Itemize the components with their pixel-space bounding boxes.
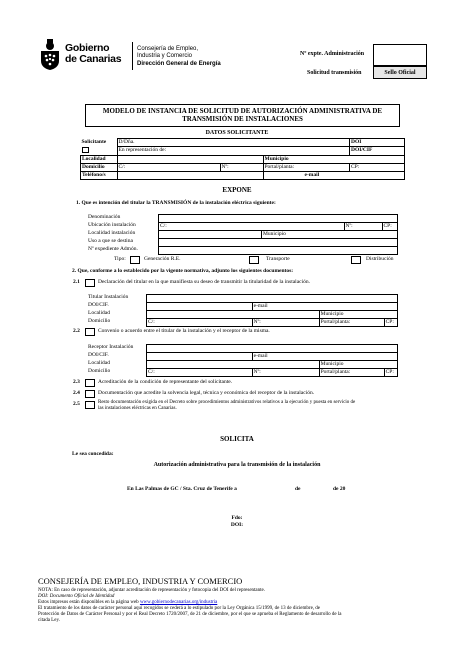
- doi-field[interactable]: [350, 139, 405, 147]
- fdo-label: Fdo:: [231, 515, 243, 521]
- ubicacion-calle-field[interactable]: [159, 223, 345, 231]
- instalacion-table: [158, 214, 398, 255]
- titular-doicif-label: DOI/CIF.: [88, 302, 109, 308]
- municipio-instalacion-field[interactable]: [262, 231, 398, 239]
- footer-lopd-line2: Protección de Datos de Carácter Personal y por el Real Decreto 1720/2007, de 21 de diciembre, por el que se aprueba el Reglamento de desarrollo de la: [38, 612, 342, 617]
- footer-lopd-line3: citada Ley.: [38, 618, 60, 623]
- item-2-1-checkbox[interactable]: [85, 279, 95, 287]
- cp-label: CP:: [351, 164, 360, 170]
- receptor-table: [146, 344, 398, 377]
- titular-field[interactable]: [147, 295, 398, 303]
- lugar-fecha-text: En Las Palmas de GC / Sta. Cruz de Tenerife a: [127, 486, 237, 492]
- footer-impresos-text: Estos impresos están disponibles en la página web: [38, 600, 140, 605]
- item-2-3-number: 2.3: [73, 379, 80, 385]
- receptor-email-label: e-mail: [253, 353, 268, 359]
- titular-municipio-field[interactable]: [319, 311, 397, 319]
- receptor-portal-label: Portal/planta:: [320, 369, 351, 375]
- receptor-municipio-label: Municipio: [320, 361, 344, 367]
- localidad-instalacion-label: Localidad instalación: [88, 230, 136, 236]
- item-2-4-text: Documentación que acredite la solvencia legal, técnica y económica del receptor de la instalación.: [98, 390, 315, 396]
- email-label: e-mail: [304, 172, 320, 178]
- receptor-numero-field[interactable]: [252, 369, 319, 377]
- logo-divider: [132, 42, 133, 70]
- titular-domicilio-label: Domicilio: [88, 318, 111, 324]
- titular-email-label: e-mail: [253, 303, 268, 309]
- solicita-heading: SOLICITA: [220, 435, 254, 443]
- autorizacion-text: Autorización administrativa para la transmisión de la instalación: [153, 462, 321, 468]
- receptor-cp-field[interactable]: [384, 369, 397, 377]
- telefono-label: Teléfono/s: [81, 172, 118, 180]
- department-line1: Consejería de Empleo,: [137, 46, 199, 52]
- titular-doicif-field[interactable]: [147, 303, 253, 311]
- footer-nota: NOTA: En caso de representación, adjuntar acreditación de representación y fotocopia del DOI del representante.: [38, 588, 265, 593]
- titular-municipio-label: Municipio: [320, 311, 344, 317]
- item-2-2-checkbox[interactable]: [85, 328, 95, 336]
- doicif-field[interactable]: [350, 147, 405, 156]
- item-2-5-checkbox[interactable]: [85, 401, 95, 409]
- ubicacion-cp-field[interactable]: [382, 223, 398, 231]
- sello-oficial-label: Sello Oficial: [384, 70, 416, 76]
- titular-cp-field[interactable]: [384, 319, 397, 327]
- footer-lopd-line1: El tratamiento de los datos de carácter personal aquí recogidos se cederá a lo estipulado por la Ley Orgánica 15/1999, de 13 de diciembre, de: [38, 606, 321, 611]
- receptor-portal-field[interactable]: [319, 369, 384, 377]
- portal-label: Portal/planta:: [264, 164, 295, 170]
- tipo-generacion-checkbox[interactable]: [130, 256, 140, 264]
- expediente-field[interactable]: [159, 247, 398, 255]
- representacion-checkbox[interactable]: [82, 147, 89, 153]
- localidad-label: Localidad: [81, 156, 118, 164]
- tipo-distribucion-checkbox[interactable]: [351, 256, 361, 264]
- receptor-doicif-label: DOI/CIF.: [88, 352, 109, 358]
- item-2-5-text-line1: Resto documentación exigida en el Decreto sobre procedimientos administrativos relativos a la ejecución y puesta en servicio de: [98, 400, 356, 405]
- denominacion-field[interactable]: [159, 215, 398, 223]
- dona-label: D/Dña.: [118, 139, 135, 145]
- le-sea-concedida: Le sea concedida:: [72, 451, 114, 457]
- tipo-transporte-label: Transporte: [266, 256, 290, 262]
- footer-doi-definition: DOI: Documento Oficial de Identidad: [38, 594, 115, 599]
- datos-solicitante-heading: DATOS SOLICITANTE: [205, 130, 269, 136]
- cp-field[interactable]: [350, 164, 405, 172]
- tipo-distribucion-label: Distribución: [366, 256, 394, 262]
- fdo-doi-label: DOI:: [230, 522, 244, 528]
- receptor-label: Receptor Instalación: [88, 344, 134, 350]
- item-2-4-number: 2.4: [73, 390, 80, 396]
- question-2: 2. Que, conforme a lo establecido por la vigente normativa, adjunto los siguientes documentos:: [72, 268, 294, 274]
- item-2-1-text: Declaración del titular en la que manifiesta su deseo de transmitir la titularidad de la instalación.: [98, 279, 310, 285]
- item-2-2-text: Convenio o acuerdo entre el titular de la instalación y el receptor de la misma.: [98, 328, 270, 334]
- receptor-doicif-field[interactable]: [147, 353, 253, 361]
- ubicacion-numero-field[interactable]: [344, 223, 382, 231]
- receptor-field[interactable]: [147, 345, 398, 353]
- uso-label: Uso a que se destina: [88, 238, 133, 244]
- footer-impresos-link[interactable]: www.gobiernodecanarias.org/industria: [139, 600, 218, 605]
- titular-cp-label: CP:: [385, 319, 394, 325]
- localidad-instalacion-field[interactable]: [159, 231, 262, 239]
- doi-label: DOI: [351, 139, 362, 145]
- receptor-municipio-field[interactable]: [319, 361, 397, 369]
- item-2-4-checkbox[interactable]: [85, 390, 95, 398]
- municipio-instalacion-label: Municipio: [263, 231, 286, 237]
- item-2-2-number: 2.2: [73, 328, 80, 334]
- municipio-label: Municipio: [264, 156, 289, 162]
- ubicacion-calle-label: C/:: [160, 223, 167, 229]
- receptor-numero-label: Nº:: [253, 369, 261, 375]
- logo-text-line2: de Canarias: [65, 53, 122, 65]
- item-2-5-text-line2: las instalaciones eléctricas en Canarias.: [98, 406, 177, 411]
- receptor-localidad-field[interactable]: [147, 361, 320, 369]
- municipio-field[interactable]: [263, 156, 405, 164]
- item-2-3-checkbox[interactable]: [85, 379, 95, 387]
- titular-label: Titular Instalación: [88, 294, 129, 300]
- dona-field[interactable]: [117, 139, 350, 147]
- department-line3: Dirección General de Energía: [137, 61, 221, 67]
- form-title-box: [85, 104, 400, 127]
- expone-heading: EXPONE: [222, 186, 252, 194]
- telefono-field[interactable]: [117, 172, 263, 180]
- item-2-3-text: Acreditación de la condición de representante del solicitante.: [98, 379, 233, 385]
- denominacion-label: Denominación: [88, 214, 121, 220]
- titular-calle-field[interactable]: [147, 319, 253, 327]
- receptor-calle-field[interactable]: [147, 369, 253, 377]
- expediente-label: Nº expediente Admón.: [88, 246, 138, 252]
- receptor-localidad-label: Localidad: [88, 360, 110, 366]
- sello-oficial-box: [373, 66, 427, 79]
- representacion-field[interactable]: [117, 147, 350, 156]
- fecha-de-text: de: [295, 486, 301, 492]
- receptor-calle-label: C/:: [148, 369, 155, 375]
- numero-label: Nº:: [221, 164, 229, 170]
- titular-portal-label: Portal/planta:: [320, 319, 351, 325]
- domicilio-label: Domicilio: [81, 164, 118, 172]
- titular-portal-field[interactable]: [319, 319, 384, 327]
- titular-calle-label: C/:: [148, 319, 155, 325]
- tipo-label: Tipo:: [114, 256, 126, 262]
- item-2-5-number: 2.5: [73, 401, 80, 407]
- ubicacion-numero-label: Nº:: [345, 223, 353, 229]
- expte-box[interactable]: [373, 44, 427, 66]
- portal-field[interactable]: [263, 164, 350, 172]
- localidad-field[interactable]: [117, 156, 263, 164]
- receptor-cp-label: CP:: [385, 369, 394, 375]
- item-2-1-number: 2.1: [73, 279, 80, 285]
- logo-text-line1: Gobierno: [65, 42, 110, 54]
- titular-numero-field[interactable]: [252, 319, 319, 327]
- email-field[interactable]: [263, 172, 405, 180]
- uso-field[interactable]: [159, 239, 398, 247]
- calle-field[interactable]: [117, 164, 220, 172]
- doicif-label: DOI/CIF: [351, 147, 373, 153]
- tipo-generacion-label: Generación R.E.: [144, 256, 181, 262]
- ubicacion-cp-label: CP:: [383, 223, 392, 229]
- form-title-line1: MODELO DE INSTANCIA DE SOLICITUD DE AUTORIZACIÓN ADMINISTRATIVA DE: [102, 107, 383, 115]
- calle-label: C/:: [118, 164, 126, 170]
- titular-email-field[interactable]: [252, 303, 397, 311]
- expte-label: Nº expte. Administración: [300, 51, 365, 57]
- fecha-anio-text: de 20: [333, 486, 346, 492]
- department-line2: Industria y Comercio: [137, 53, 193, 59]
- ubicacion-label: Ubicación instalación: [88, 222, 136, 228]
- transmision-label: Solicitud transmisión: [307, 70, 362, 76]
- coat-of-arms-icon: [38, 39, 62, 71]
- titular-localidad-field[interactable]: [147, 311, 320, 319]
- representacion-label: En representación de:: [118, 147, 167, 153]
- tipo-transporte-checkbox[interactable]: [249, 256, 259, 264]
- receptor-email-field[interactable]: [252, 353, 397, 361]
- question-1: 1. Que es intención del titular la TRANSMISIÓN de la instalación eléctrica siguiente:: [76, 200, 276, 206]
- titular-table: [146, 294, 398, 327]
- titular-numero-label: Nº:: [253, 319, 261, 325]
- receptor-domicilio-label: Domicilio: [88, 368, 111, 374]
- numero-field[interactable]: [220, 164, 263, 172]
- form-title-line2: TRANSMISIÓN DE INSTALACIONES: [182, 115, 303, 123]
- footer-consejeria: CONSEJERÍA DE EMPLEO, INDUSTRIA Y COMERCIO: [38, 576, 243, 586]
- titular-localidad-label: Localidad: [88, 310, 110, 316]
- solicitante-label: Solicitante: [81, 138, 107, 145]
- datos-solicitante-table: [80, 138, 405, 180]
